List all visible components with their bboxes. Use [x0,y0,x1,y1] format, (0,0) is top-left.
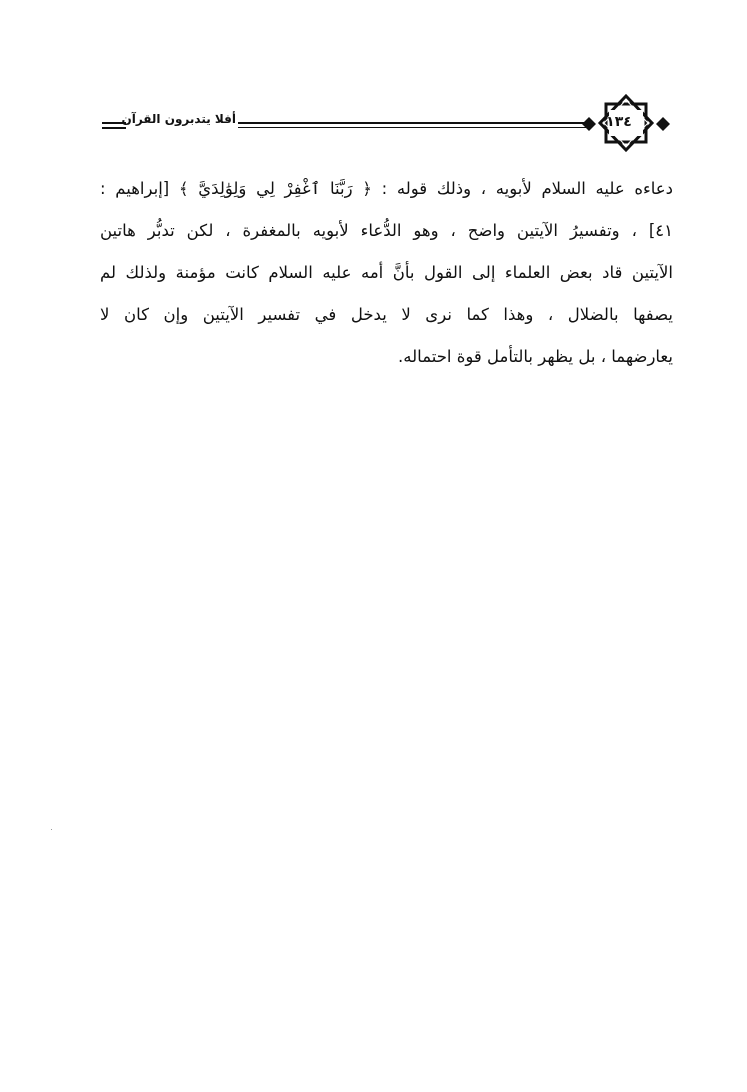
text-line: دعاءه عليه السلام لأبويه ، وذلك قوله : ﴿ رَبَّنَا ٱغْفِرْ لِي وَلِوَٰلِدَيَّ ﴾ [إبراهيم : [100,179,673,198]
running-title: أفلا يتدبرون القرآن [121,112,236,126]
text-line: ٤١] ، وتفسيرُ الآيتين واضح ، وهو الدُّعاء لأبويه بالمغفرة ، لكن تدبُّر هاتين [100,221,673,240]
scan-speck [51,829,52,830]
page-header [98,92,673,154]
text-line: الآيتين قاد بعض العلماء إلى القول بأنَّ أمه عليه السلام كانت مؤمنة ولذلك لم [100,263,673,282]
header-rule-left-lower [102,127,126,129]
body-paragraph [100,168,673,378]
text-line: يعارضهما ، بل يظهر بالتأمل قوة احتماله. [398,347,673,366]
text-line: يصفها بالضلال ، وهذا كما نرى لا يدخل في تفسير الآيتين وإن كان لا [100,305,673,324]
header-rule-long-lower [238,127,590,128]
page-number: ١٣٤ [606,114,632,130]
header-rule-long [238,122,590,124]
